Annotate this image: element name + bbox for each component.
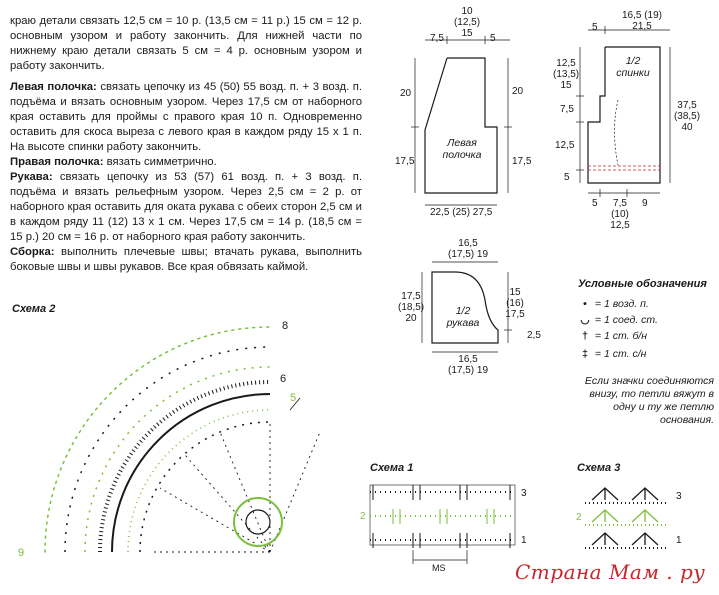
schema2-row-5: 5 — [290, 392, 297, 404]
back-hem-lines — [588, 166, 660, 170]
single-crochet-icon: † — [582, 330, 588, 342]
legend-item-slip — [578, 314, 658, 326]
schema1-row-1: 1 — [521, 535, 527, 546]
schema1-row-2: 2 — [360, 511, 366, 522]
right-front-label: Правая полочка: — [10, 156, 104, 168]
assembly-text: выполнить плечевые швы; втачать рукава, выполнить боковые швы и швы рукавов. Все края обвязать каймой. — [10, 246, 363, 273]
sleeve-right-bottom: 2,5 — [527, 330, 541, 341]
sleeve-bottom: 16,5 (17,5) 19 — [447, 354, 489, 376]
legend-item-text: = 1 возд. п. — [594, 298, 649, 310]
back-top-right: 16,5 (19) 21,5 — [621, 10, 663, 32]
back-left-3: 12,5 — [555, 140, 575, 151]
front-right-lower: 17,5 — [512, 156, 532, 167]
front-right-upper: 20 — [512, 86, 524, 97]
sleeve-piece-label: 1/2 рукава — [446, 305, 480, 329]
schema3-row-2: 2 — [576, 512, 582, 523]
double-crochet-icon: ‡ — [582, 348, 588, 360]
legend-item-chain — [578, 298, 649, 310]
front-top-right: 5 — [490, 33, 496, 44]
front-piece-label: Левая полочка — [442, 137, 482, 161]
legend-item-sc — [578, 330, 647, 342]
front-left-lower: 17,5 — [395, 156, 415, 167]
front-top-left: 7,5 — [430, 33, 444, 44]
legend-item-dc — [578, 348, 646, 360]
back-left-4: 5 — [564, 172, 570, 183]
right-front-text: вязать симметрично. — [106, 156, 217, 168]
back-left-2: 7,5 — [560, 104, 574, 115]
schema3-row-1: 1 — [676, 535, 682, 546]
back-bottom-left: 5 — [592, 198, 598, 209]
left-front-text: связать цепочку из 45 (50) 55 возд. п. + 3 возд. п. подъёма и вязать основным узором. Через 17,5 см от наборного края оставить для проймы с правого края 10 п. Одновременно оставить для скоса выреза с левого края в каждом ряду 15 х 1 п. На высоте спинки работу закончить. — [10, 81, 362, 153]
schema2-row-8: 8 — [282, 320, 289, 332]
back-piece-label: 1/2 спинки — [616, 55, 650, 79]
legend-item-text: = 1 ст. с/н — [594, 348, 647, 360]
front-top-width: 10 (12,5) 15 — [453, 6, 481, 39]
legend-item-text: = 1 ст. б/н — [594, 330, 648, 342]
assembly-label: Сборка: — [10, 246, 55, 258]
schema3-diagram — [585, 488, 668, 548]
schema3-title: Схема 3 — [577, 462, 621, 474]
chain-stitch-icon: • — [583, 298, 587, 310]
schema1-repeat-label: MS — [432, 563, 446, 573]
front-left-upper: 20 — [400, 88, 412, 99]
back-top-left: 5 — [592, 22, 598, 33]
slip-stitch-icon: ◡ — [580, 314, 590, 326]
left-front-label: Левая полочка: — [10, 81, 97, 93]
site-watermark-logo: Страна Мам . ру — [515, 560, 706, 584]
schema1-diagram — [370, 485, 515, 564]
schema1-title: Схема 1 — [370, 462, 414, 474]
schema2-row-6: 6 — [280, 373, 287, 385]
front-bottom: 22,5 (25) 27,5 — [430, 207, 493, 218]
schema2-title: Схема 2 — [12, 303, 56, 315]
schema2-row-9: 9 — [18, 547, 25, 559]
back-right-total: 37,5 (38,5) 40 — [673, 100, 701, 133]
schema1-row-3: 3 — [521, 488, 527, 499]
schema3-row-3: 3 — [676, 491, 682, 502]
back-bottom-mid: 7,5 (10) 12,5 — [610, 198, 630, 231]
legend-note: Если значки соединяются внизу, то петли вяжут в одну и ту же петлю основания. — [584, 375, 714, 426]
sleeves-label: Рукава: — [10, 171, 53, 183]
sleeves-text: связать цепочку из 53 (57) 61 возд. п. + 3 возд. п. подъёма и вязать рельефным узором. Через 2,5 см = 2 р. от наборного края оставить для оката рукава с обеих сторон 2,5 см и в каждом ряду 11 (12) 13 х 1 см. Через 17,5 см = 14 р. (18,5 см = 15 р.) 20 см = 16 р. от наборного края работу закончить. — [10, 171, 362, 243]
sleeve-top: 16,5 (17,5) 19 — [447, 238, 489, 260]
paragraph-intro: краю детали связать 12,5 см = 10 р. (13,5 см = 11 р.) 15 см = 12 р. основным узором и работу закончить. Для нижней части по нижнему краю детали связать 5 см = 4 р. основным узором и работу закончить. — [10, 15, 362, 72]
sleeve-left: 17,5 (18,5) 20 — [398, 291, 425, 324]
legend-item-text: = 1 соед. ст. — [594, 314, 658, 326]
back-left-1: 12,5 (13,5) 15 — [553, 58, 580, 91]
sleeve-right: 15 (16) 17,5 — [505, 287, 525, 320]
front-piece-outline — [425, 58, 497, 193]
schema2-diagram — [45, 327, 320, 552]
back-dimension-lines — [576, 26, 670, 197]
back-bottom-right: 9 — [642, 198, 648, 209]
legend-title: Условные обозначения — [578, 278, 707, 290]
